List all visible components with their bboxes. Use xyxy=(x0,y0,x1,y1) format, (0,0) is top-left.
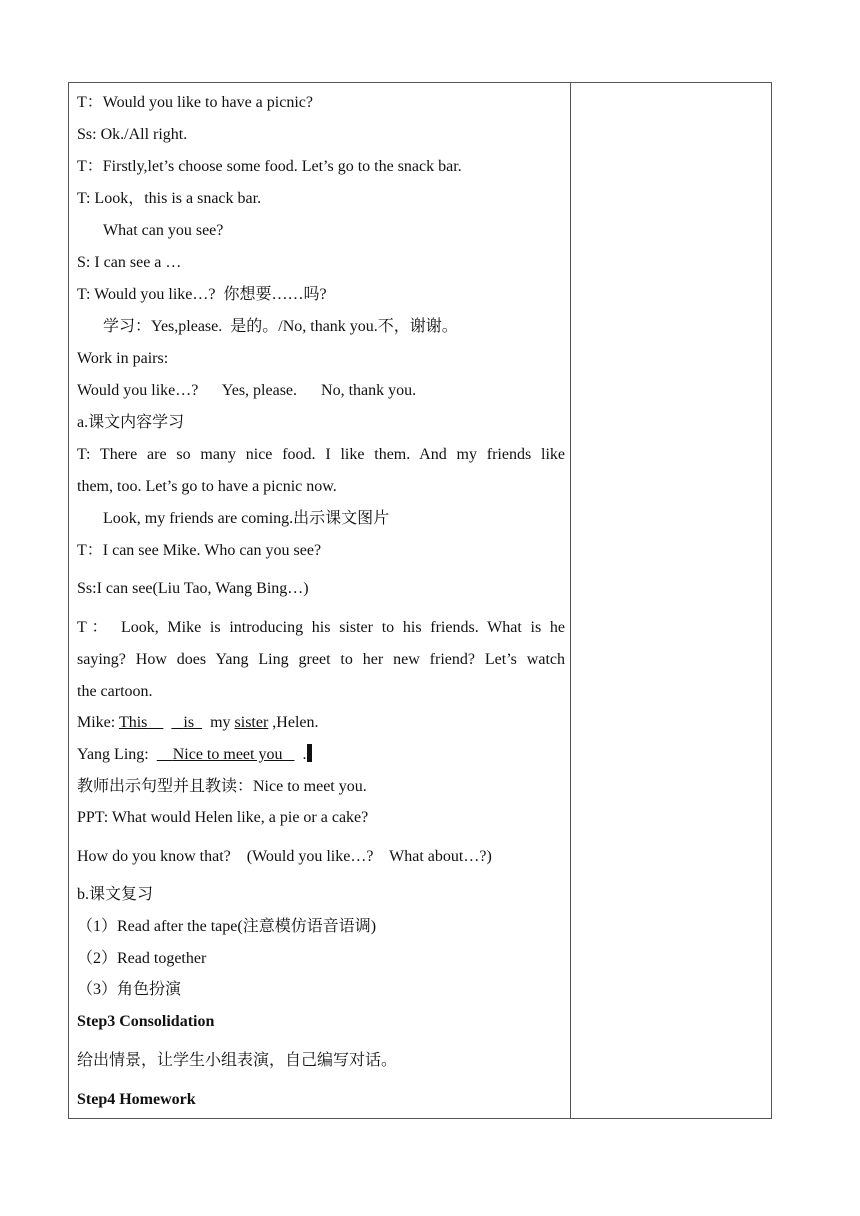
notes-cell xyxy=(571,83,771,1118)
paragraph-line: saying? How does Yang Ling greet to her new friend? Let’s watch xyxy=(77,651,565,668)
dialogue-line: T: Would you like…? 你想要……吗? xyxy=(77,286,327,303)
section-heading: a.课文内容学习 xyxy=(77,414,185,431)
list-item: （2）Read together xyxy=(77,950,207,967)
dialogue-line: Ss: Ok./All right. xyxy=(77,126,188,143)
dialogue-line: T: Look，this is a snack bar. xyxy=(77,190,262,207)
dialogue-line: S: I can see a … xyxy=(77,254,182,271)
dialogue-line: PPT: What would Helen like, a pie or a cake? xyxy=(77,809,369,826)
instruction-line: 给出情景，让学生小组表演，自己编写对话。 xyxy=(77,1052,398,1069)
paragraph-line: Look, my friends are coming.出示课文图片 xyxy=(103,510,390,527)
paragraph-line: the cartoon. xyxy=(77,683,153,700)
dialogue-line: T：I can see Mike. Who can you see? xyxy=(77,542,322,559)
step-heading: Step4 Homework xyxy=(77,1091,196,1108)
dialogue-line: Would you like…? Yes, please. No, thank you. xyxy=(77,382,417,399)
section-heading: b.课文复习 xyxy=(77,886,154,903)
dialogue-line: Ss:I can see(Liu Tao, Wang Bing…) xyxy=(77,580,309,597)
paragraph-line: T： Look, Mike is introducing his sister to his friends. What is he xyxy=(77,619,565,636)
fill-blank: sister xyxy=(234,714,269,731)
dialogue-line: T：Firstly,let’s choose some food. Let’s go to the snack bar. xyxy=(77,158,462,175)
speaker-label: Mike: xyxy=(77,714,119,731)
dialogue-line: T：Would you like to have a picnic? xyxy=(77,94,313,111)
dialogue-line: 学习：Yes,please. 是的。/No, thank you.不，谢谢。 xyxy=(103,318,458,335)
lesson-table xyxy=(68,82,772,1119)
text-cursor xyxy=(307,744,312,762)
lesson-content-cell xyxy=(69,83,570,1118)
fill-blank: Nice to meet you xyxy=(172,746,283,763)
paragraph-line: them, too. Let’s go to have a picnic now. xyxy=(77,478,337,495)
activity-label: Work in pairs: xyxy=(77,350,169,367)
dialogue-line: How do you know that? (Would you like…? What about…?) xyxy=(77,848,492,865)
list-item: （3）角色扮演 xyxy=(77,981,182,998)
mike-dialogue-line: Mike: This is my sister ,Helen. xyxy=(77,714,319,731)
paragraph-line: T: There are so many nice food. I like them. And my friends like xyxy=(77,446,565,463)
dialogue-line: What can you see? xyxy=(103,222,224,239)
fill-blank: is xyxy=(183,714,195,731)
yangling-dialogue-line: Yang Ling: Nice to meet you . xyxy=(77,744,565,766)
instruction-line: 教师出示句型并且教读：Nice to meet you. xyxy=(77,778,367,795)
list-item: （1）Read after the tape(注意模仿语音语调) xyxy=(77,918,377,935)
step-heading: Step3 Consolidation xyxy=(77,1013,215,1030)
speaker-label: Yang Ling: xyxy=(77,746,157,763)
fill-blank: This xyxy=(118,714,148,731)
